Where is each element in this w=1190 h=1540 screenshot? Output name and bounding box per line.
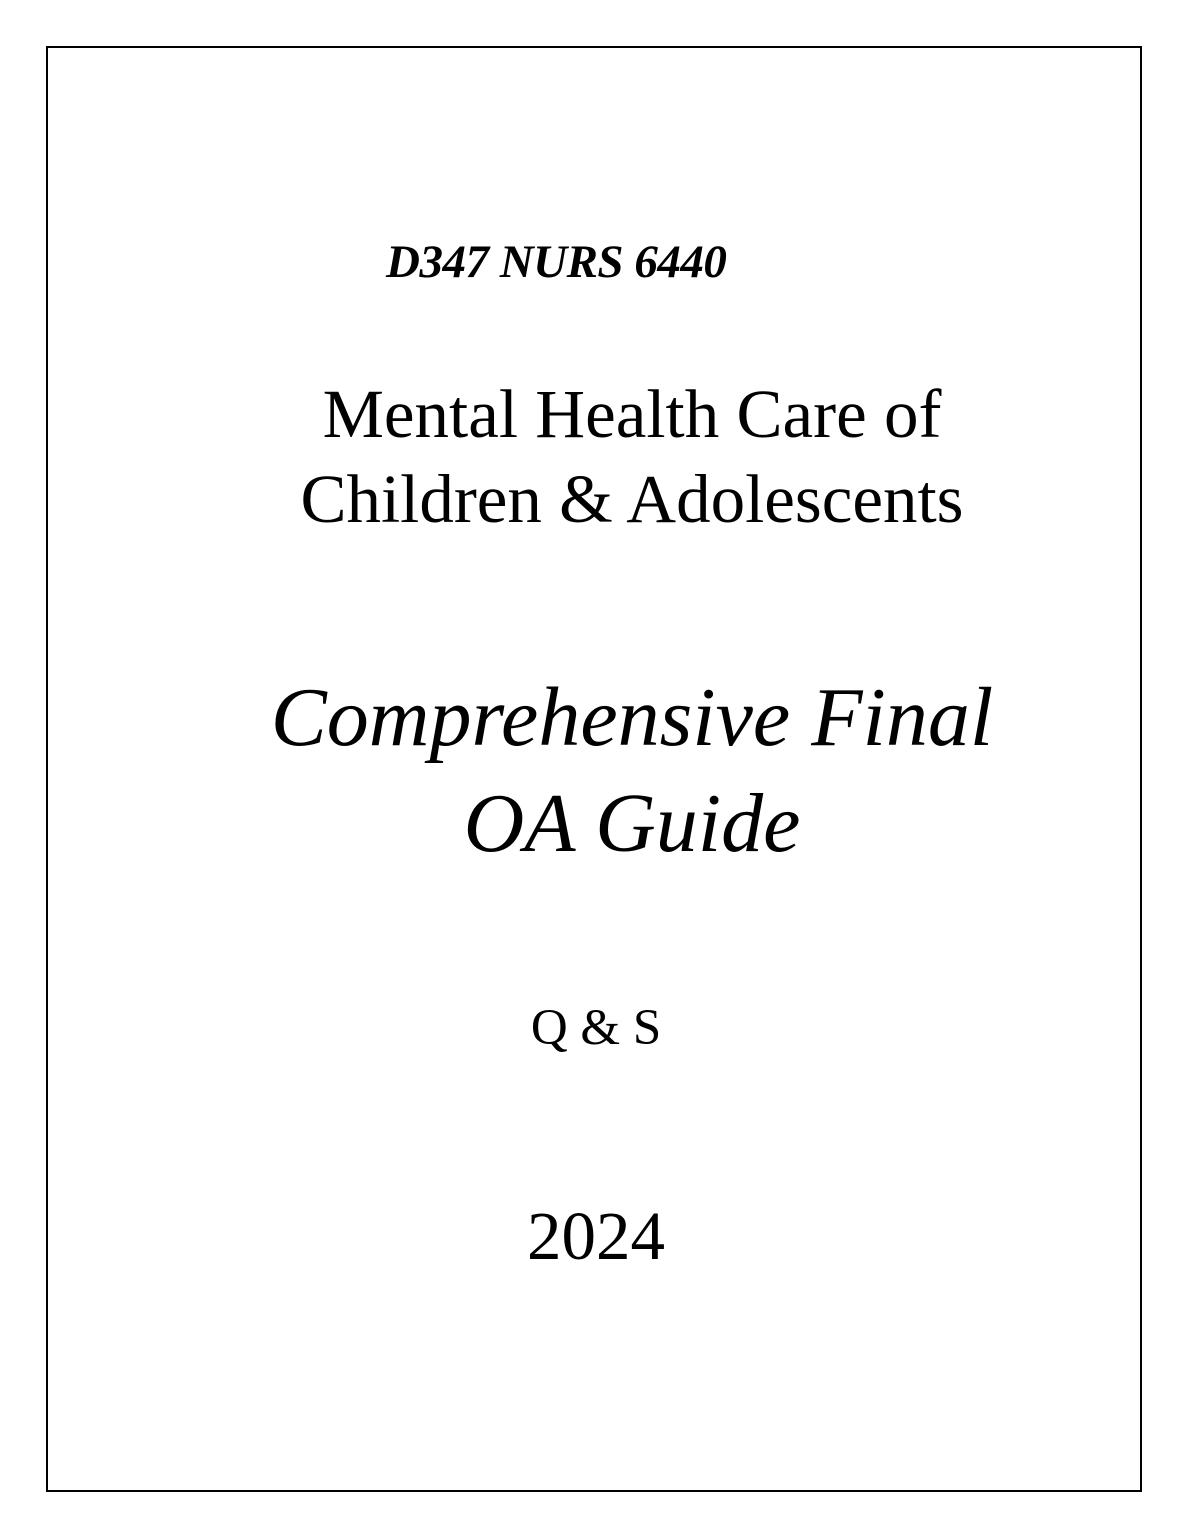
- guide-title-line: Comprehensive Final: [270, 671, 994, 764]
- guide-title: [0, 665, 1190, 877]
- course-title-line: Children & Adolescents: [300, 461, 964, 537]
- course-title: [0, 372, 1190, 542]
- guide-title-line: OA Guide: [463, 777, 801, 870]
- course-title-line: Mental Health Care of: [322, 376, 942, 452]
- course-code: D347 NURS 6440: [386, 236, 727, 288]
- qs-label: Q & S: [530, 1000, 662, 1056]
- year: 2024: [527, 1198, 665, 1274]
